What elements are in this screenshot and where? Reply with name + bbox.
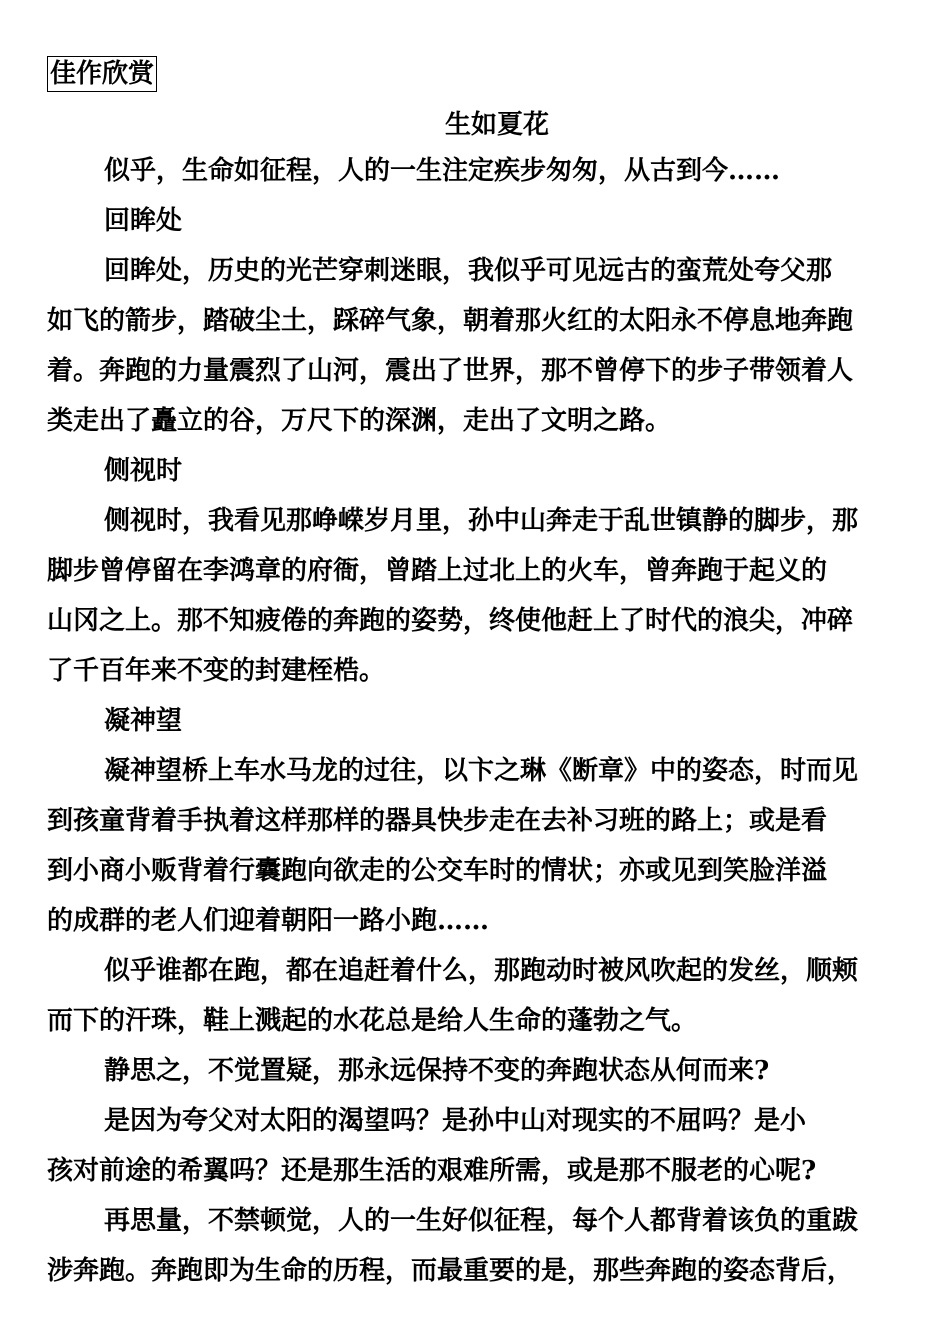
paragraph [47,246,907,446]
paragraph [47,496,907,696]
paragraph-line: 类走出了矗立的谷，万尺下的深渊，走出了文明之路。 [47,406,672,436]
document-page [47,56,907,1296]
paragraph-line: 到孩童背着手执着这样那样的器具快步走在去补习班的路上；或是看 [47,806,828,836]
paragraph-line: 到小商小贩背着行囊跑向欲走的公交车时的情状；亦或见到笑脸洋溢 [47,856,828,886]
paragraph-line: 脚步曾停留在李鸿章的府衙，曾踏上过北上的火车，曾奔跑于起义的 [47,556,828,586]
paragraph [47,1046,907,1096]
paragraph-line: 回眸处 [104,206,183,236]
paragraph-line: 着。奔跑的力量震烈了山河，震出了世界，那不曾停下的步子带领着人 [47,356,854,386]
paragraph-line: 的成群的老人们迎着朝阳一路小跑…… [47,906,490,936]
paragraph-line: 山冈之上。那不知疲倦的奔跑的姿势，终使他赶上了时代的浪尖，冲碎 [47,606,854,636]
section-label: 佳作欣赏 [47,56,157,92]
paragraph-line: 似乎，生命如征程，人的一生注定疾步匆匆，从古到今…… [104,156,781,186]
paragraph-line: 侧视时，我看见那峥嵘岁月里，孙中山奔走于乱世镇静的脚步，那 [104,506,859,536]
paragraph-line: 侧视时 [104,456,183,486]
paragraph [47,196,907,246]
paragraph [47,946,907,1046]
paragraph-line: 孩对前途的希翼吗？还是那生活的艰难所需，或是那不服老的心呢? [47,1156,817,1186]
essay-body [47,146,907,1296]
paragraph [47,746,907,946]
paragraph-line: 静思之，不觉置疑，那永远保持不变的奔跑状态从何而来? [104,1056,770,1086]
paragraph [47,1196,907,1296]
section-label-row [47,56,907,92]
paragraph [47,1096,907,1196]
paragraph-line: 涉奔跑。奔跑即为生命的历程，而最重要的是，那些奔跑的姿态背后， [47,1256,854,1286]
paragraph [47,696,907,746]
paragraph-line: 凝神望桥上车水马龙的过往，以卞之琳《断章》中的姿态，时而见 [104,756,859,786]
paragraph [47,446,907,496]
paragraph-line: 凝神望 [104,706,183,736]
paragraph-line: 似乎谁都在跑，都在追赶着什么，那跑动时被风吹起的发丝，顺颊 [104,956,859,986]
essay-title: 生如夏花 [444,110,549,140]
paragraph-line: 再思量，不禁顿觉，人的一生好似征程，每个人都背着该负的重跋 [104,1206,859,1236]
paragraph-line: 回眸处，历史的光芒穿刺迷眼，我似乎可见远古的蛮荒处夸父那 [104,256,833,286]
paragraph-line: 是因为夸父对太阳的渴望吗？是孙中山对现实的不屈吗？是小 [104,1106,807,1136]
paragraph-line: 如飞的箭步，踏破尘土，踩碎气象，朝着那火红的太阳永不停息地奔跑 [47,306,854,336]
paragraph-line: 而下的汗珠，鞋上溅起的水花总是给人生命的蓬勃之气。 [47,1006,698,1036]
paragraph-line: 了千百年来不变的封建桎梏。 [47,656,386,686]
paragraph [47,146,907,196]
